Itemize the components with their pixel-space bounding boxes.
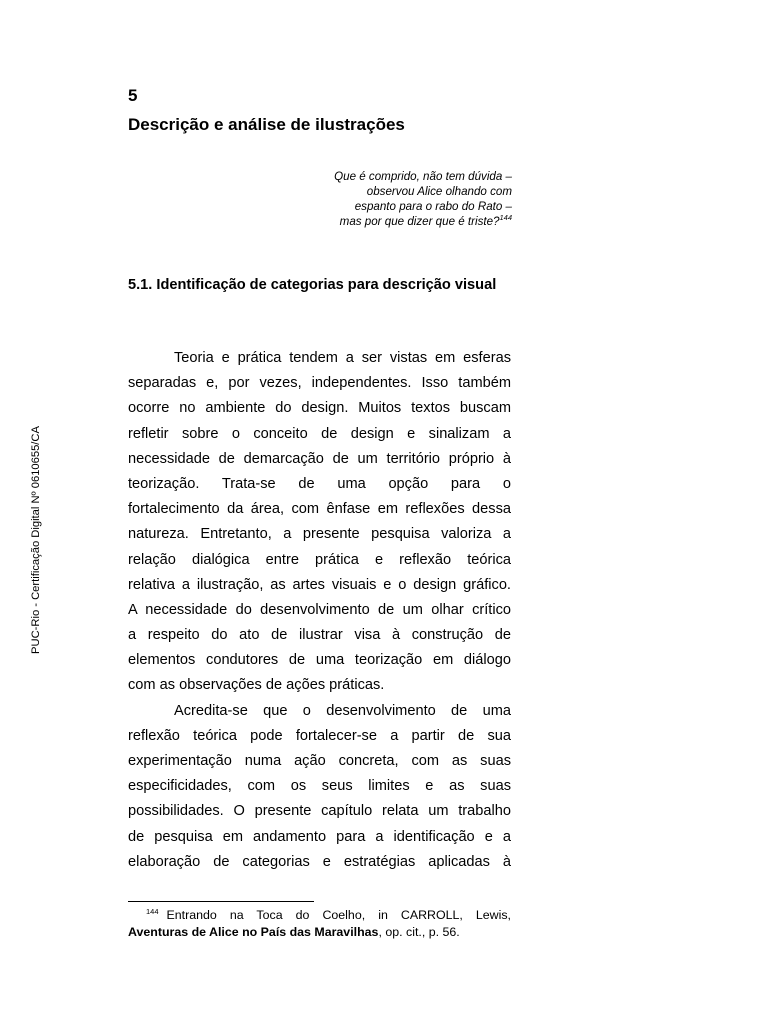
footnote-tail: , op. cit., p. 56. bbox=[378, 924, 460, 939]
chapter-title: Descrição e análise de ilustrações bbox=[128, 115, 405, 134]
body-line: A necessidade do desenvolvimento de um olhar crítico bbox=[128, 601, 511, 618]
body-line: com as observações de ações práticas. bbox=[128, 677, 385, 694]
body-line: de pesquisa em andamento para a identificação e a bbox=[128, 828, 511, 845]
epigraph-line: Que é comprido, não tem dúvida – bbox=[334, 170, 512, 183]
chapter-number: 5 bbox=[128, 86, 138, 105]
body-line: experimentação numa ação concreta, com as suas bbox=[128, 753, 511, 769]
body-line: teorização. Trata-se de uma opção para o bbox=[128, 475, 511, 492]
body-text bbox=[128, 346, 511, 875]
body-line: possibilidades. O presente capítulo relata um trabalho bbox=[128, 803, 511, 820]
body-line: Acredita-se que o desenvolvimento de uma bbox=[174, 702, 511, 719]
body-line: elementos condutores de uma teorização em diálogo bbox=[128, 652, 511, 669]
epigraph bbox=[280, 169, 512, 229]
footnote-separator bbox=[128, 901, 314, 902]
epigraph-line bbox=[280, 214, 512, 229]
book-title: Aventuras de Alice no País das Maravilhas bbox=[128, 924, 379, 939]
body-line: relativa a ilustração, as artes visuais e o design gráfico. bbox=[128, 576, 511, 593]
body-line: elaboração de categorias e estratégias aplicadas à bbox=[128, 853, 511, 870]
certification-text: PUC-Rio - Certificação Digital Nº 0610655/CA bbox=[30, 426, 42, 654]
footnote bbox=[128, 907, 511, 940]
body-line: refletir sobre o conceito de design e sinalizam a bbox=[128, 425, 511, 442]
body-line: ocorre no ambiente do design. Muitos textos buscam bbox=[128, 400, 511, 417]
epigraph-line: espanto para o rabo do Rato – bbox=[354, 200, 512, 213]
epigraph-line-text: mas por que dizer que é triste? bbox=[339, 215, 500, 228]
footnote-reference[interactable]: 144 bbox=[499, 213, 512, 222]
body-line: fortalecimento da área, com ênfase em reflexões dessa bbox=[128, 501, 511, 518]
footnote-number: 144 bbox=[146, 907, 159, 916]
body-line: reflexão teórica pode fortalecer-se a partir de sua bbox=[128, 727, 511, 744]
footnote-line bbox=[128, 907, 511, 924]
section-heading: 5.1. Identificação de categorias para descrição visual bbox=[128, 277, 497, 293]
body-line: especificidades, com os seus limites e as suas bbox=[128, 778, 511, 795]
body-line: necessidade de demarcação de um território próprio à bbox=[128, 450, 511, 467]
body-line: Teoria e prática tendem a ser vistas em esferas bbox=[174, 350, 511, 366]
footnote-text: Entrando na Toca do Coelho, in CARROLL, Lewis, bbox=[166, 908, 511, 922]
body-line: relação dialógica entre prática e reflexão teórica bbox=[128, 551, 511, 568]
body-line: a respeito do ato de ilustrar visa à construção de bbox=[128, 627, 511, 644]
footnote-line bbox=[128, 924, 511, 941]
body-line: separadas e, por vezes, independentes. Isso também bbox=[128, 375, 511, 392]
body-line: natureza. Entretanto, a presente pesquisa valoriza a bbox=[128, 526, 511, 543]
epigraph-line: observou Alice olhando com bbox=[366, 185, 512, 198]
